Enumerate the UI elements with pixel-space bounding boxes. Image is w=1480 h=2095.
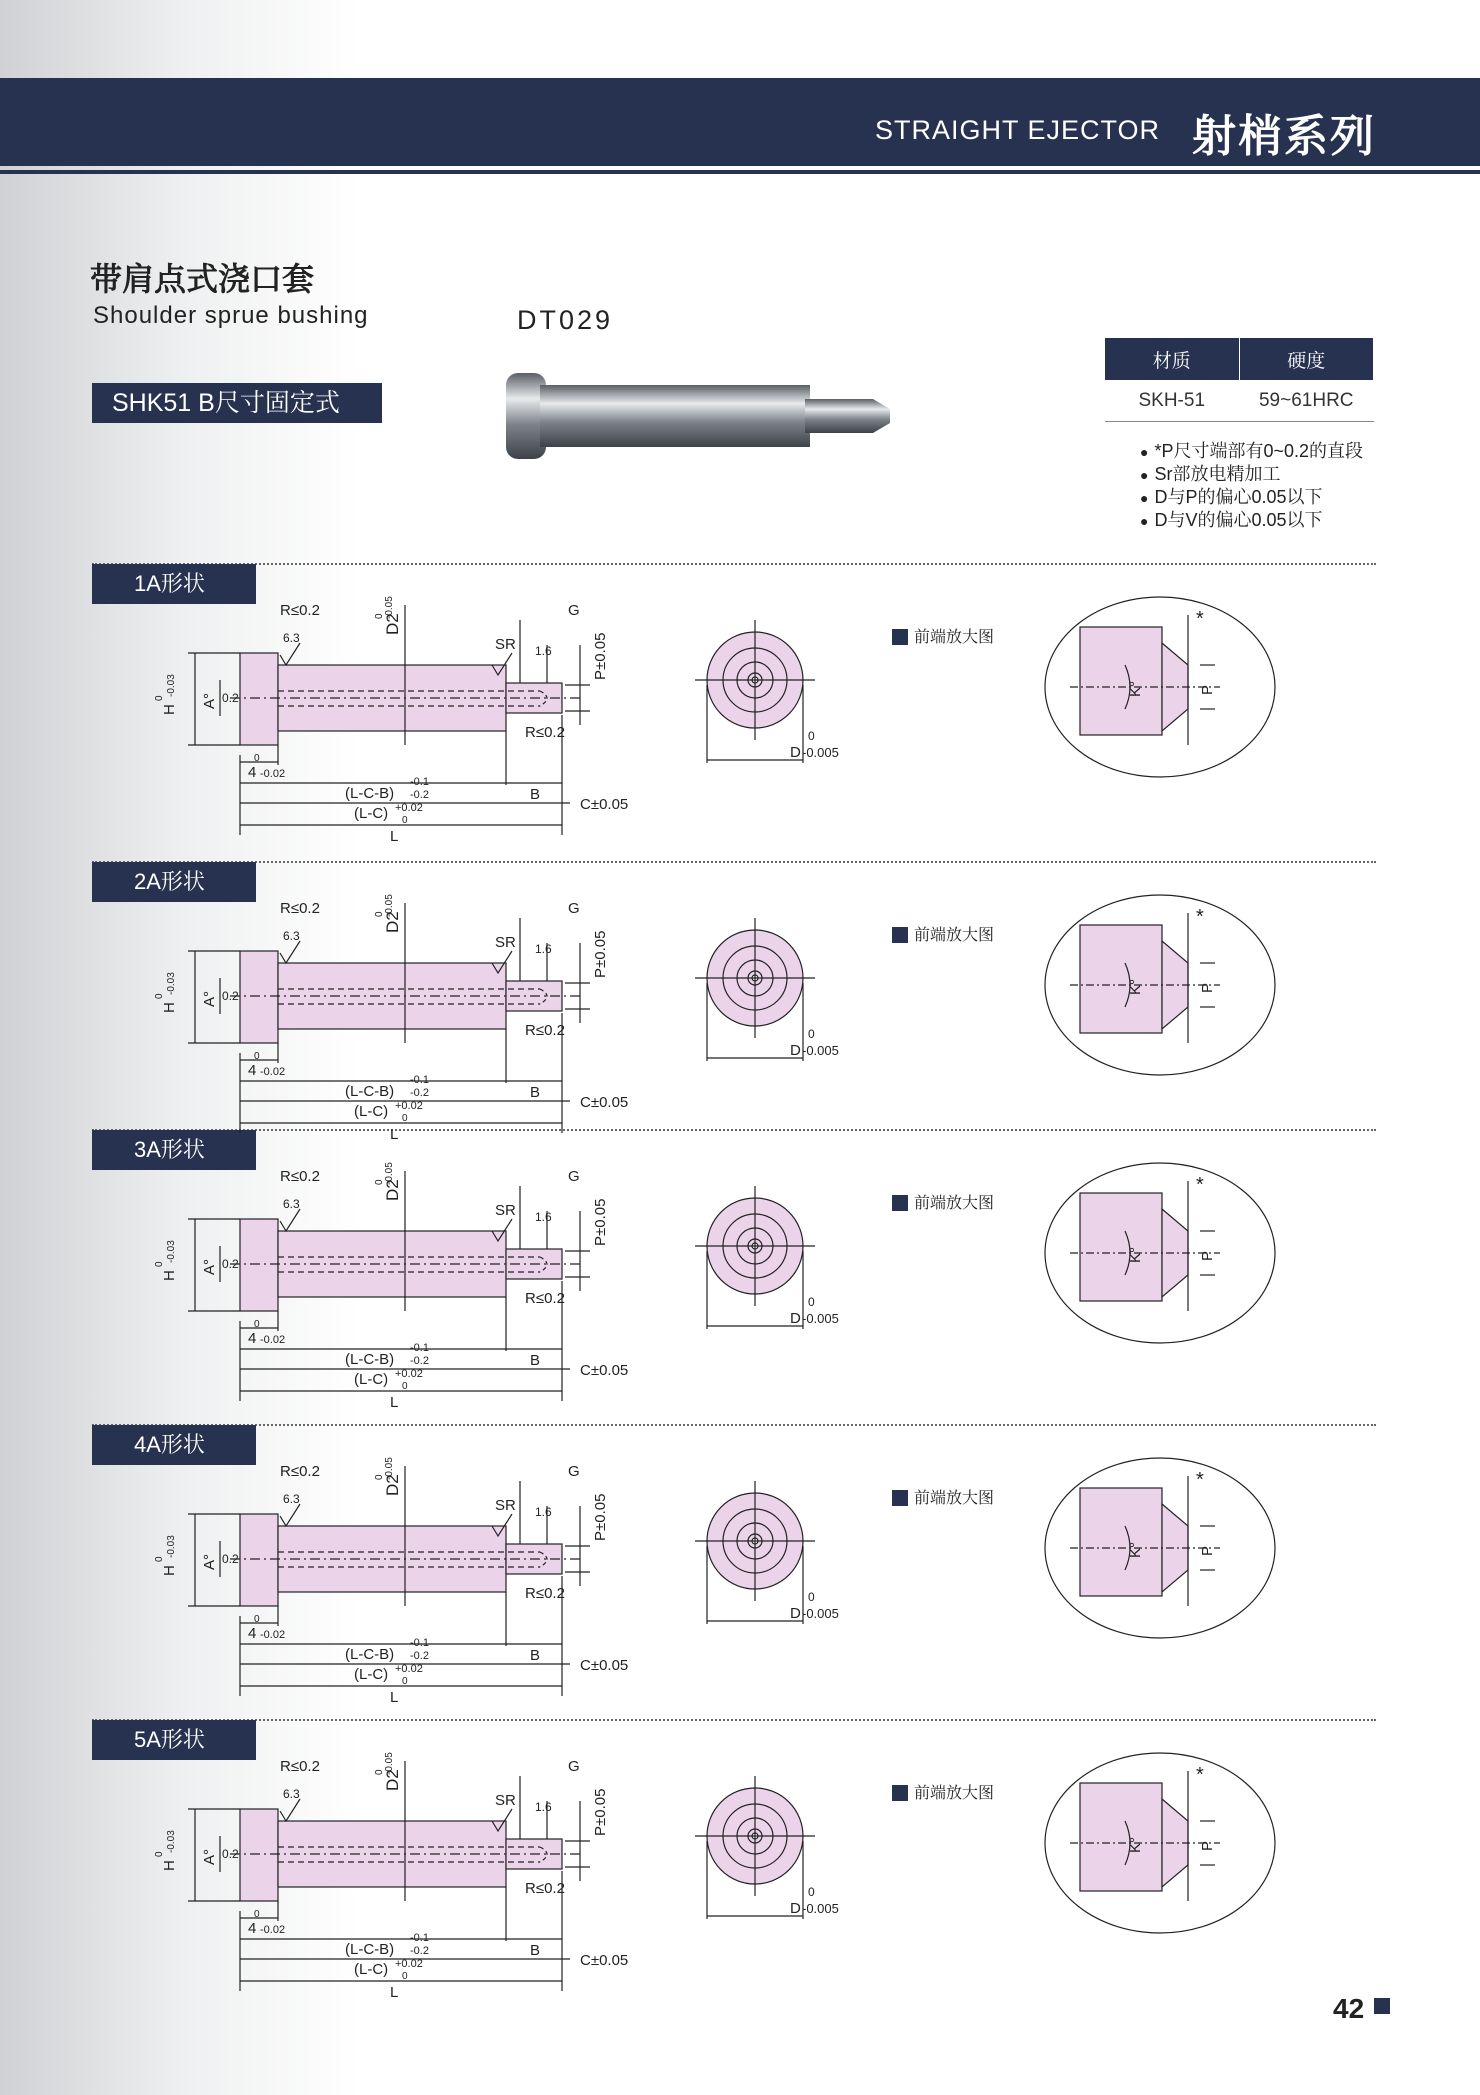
dim-p-tol: P±0.05 [592,930,609,978]
spec-label: SHK51 B尺寸固定式 [92,383,382,423]
dim-4-upper: 0 [254,1051,260,1062]
dim-d2-upper: 0 [374,613,385,619]
dim-h-upper: 0 [154,695,165,701]
dim-4-lower: -0.02 [260,1066,286,1078]
dim-d: D [790,1900,801,1917]
dim-r02-tip: R≤0.2 [525,1022,565,1039]
front-view-dims [790,1590,839,1622]
dim-d-upper: 0 [808,729,815,743]
dim-p: P [1199,1545,1216,1556]
dim-4-upper: 0 [254,1614,260,1625]
product-photo [500,365,900,465]
dim-a: A° [201,692,218,709]
hardness-value: 59~61HRC [1239,381,1374,422]
tip-detail [1045,1163,1275,1343]
section-tab-4a: 4A形状 [92,1425,256,1465]
front-view-dims [790,1295,839,1327]
note-item: ● D与P的偏心0.05以下 [1140,486,1363,509]
dim-rough-63: 6.3 [283,631,300,645]
dim-d2: D2 [383,1474,402,1496]
dim-4: 4 [248,1625,257,1642]
dim-c: C±0.05 [580,1657,629,1674]
dim-h-lower: -0.03 [166,972,177,995]
header-title-en: STRAIGHT EJECTOR [874,115,1160,145]
dim-a-02: 0.2 [222,989,239,1003]
dim-rough-16: 1.6 [535,644,552,658]
dim-d2: D2 [383,613,402,635]
dim-lcb-upper: -0.1 [410,776,429,788]
dim-lc-lower: 0 [402,1971,408,1982]
dim-d2: D2 [383,1179,402,1201]
drawing-1a [140,585,1360,855]
dim-r02-tip: R≤0.2 [525,1290,565,1307]
dim-d2-lower: -0.05 [384,1752,395,1775]
dim-lc-lower: 0 [402,1676,408,1687]
front-view [695,620,815,763]
dim-a-02: 0.2 [222,691,239,705]
dim-d2-lower: -0.05 [384,596,395,619]
dim-lcb: (L-C-B) [345,1941,395,1958]
dim-h-upper: 0 [154,993,165,999]
enlarge-label: 前端放大图 [914,629,995,646]
note-item: ● D与V的偏心0.05以下 [1140,509,1363,532]
dim-l: L [390,1394,399,1411]
dim-d2-upper: 0 [374,911,385,917]
dim-d2-upper: 0 [374,1179,385,1185]
tip-detail [1045,895,1275,1075]
dim-rough-63: 6.3 [283,929,300,943]
dim-rough-16: 1.6 [535,1800,552,1814]
dim-k: K° [1127,978,1144,995]
dim-lcb-upper: -0.1 [410,1074,429,1086]
dim-a-02: 0.2 [222,1257,239,1271]
front-view-dims [790,1885,839,1917]
enlarge-label: 前端放大图 [914,1785,995,1802]
dim-r02: R≤0.2 [280,1168,320,1185]
dim-p: P [1199,684,1216,695]
dim-d2: D2 [383,1769,402,1791]
dim-p-tol: P±0.05 [592,632,609,680]
dim-star: * [1196,608,1204,630]
product-code: DT029 [517,305,614,335]
dim-lc: (L-C) [354,805,389,822]
section-divider [92,1719,1376,1721]
dim-4-upper: 0 [254,1909,260,1920]
dim-d2-lower: -0.05 [384,894,395,917]
section-divider [92,563,1376,565]
dim-a-02: 0.2 [222,1847,239,1861]
page-square-icon [1374,1998,1390,2014]
dim-h-lower: -0.03 [166,1830,177,1853]
enlarge-square-icon [892,629,908,645]
dim-lcb: (L-C-B) [345,785,395,802]
dim-d-lower: -0.005 [802,1311,839,1326]
dim-d-lower: -0.005 [802,1606,839,1621]
note-item: ● *P尺寸端部有0~0.2的直段 [1140,440,1363,463]
tip-detail [1045,597,1275,777]
dim-p: P [1199,1250,1216,1261]
dim-h: H [161,704,178,715]
dim-p-tol: P±0.05 [592,1198,609,1246]
dim-r02-tip: R≤0.2 [525,1880,565,1897]
dim-sr: SR [495,1792,516,1809]
drawing-2a [140,883,1360,1153]
dim-lc-upper: +0.02 [395,802,423,814]
dim-lc-upper: +0.02 [395,1958,423,1970]
dim-lc-lower: 0 [402,815,408,826]
dim-rough-16: 1.6 [535,1210,552,1224]
dim-b: B [530,786,541,803]
dim-lcb-lower: -0.2 [410,1945,429,1957]
dim-4-lower: -0.02 [260,1629,286,1641]
dim-c: C±0.05 [580,1362,629,1379]
dim-lc-upper: +0.02 [395,1368,423,1380]
dim-g: G [568,1758,580,1775]
dim-4-upper: 0 [254,1319,260,1330]
dim-c: C±0.05 [580,796,629,813]
dim-lc-lower: 0 [402,1381,408,1392]
dim-rough-63: 6.3 [283,1197,300,1211]
dim-4: 4 [248,1062,257,1079]
dim-b: B [530,1084,541,1101]
dim-a: A° [201,1258,218,1275]
dim-r02-tip: R≤0.2 [525,724,565,741]
dim-g: G [568,900,580,917]
dim-k: K° [1127,1246,1144,1263]
enlarge-square-icon [892,927,908,943]
material-table [1104,337,1374,422]
enlarge-square-icon [892,1195,908,1211]
dim-g: G [568,1463,580,1480]
front-view-dims [790,1027,839,1059]
dim-star: * [1196,1469,1204,1491]
dim-lc: (L-C) [354,1371,389,1388]
dim-h-upper: 0 [154,1556,165,1562]
dim-lcb-lower: -0.2 [410,1650,429,1662]
front-view [695,1481,815,1624]
tip-detail [1045,1753,1275,1933]
dim-4-lower: -0.02 [260,768,286,780]
drawing-5a [140,1741,1360,2011]
dim-sr: SR [495,934,516,951]
dim-d-lower: -0.005 [802,745,839,760]
dim-4: 4 [248,1330,257,1347]
dim-k: K° [1127,1541,1144,1558]
dim-lcb-upper: -0.1 [410,1637,429,1649]
dim-d-lower: -0.005 [802,1043,839,1058]
dim-rough-63: 6.3 [283,1492,300,1506]
dim-d2-lower: -0.05 [384,1457,395,1480]
dim-l: L [390,1126,399,1143]
dim-4: 4 [248,764,257,781]
front-view [695,1186,815,1329]
tip-detail [1045,1458,1275,1638]
dim-r02-tip: R≤0.2 [525,1585,565,1602]
dim-p: P [1199,1840,1216,1851]
enlarge-label-group [892,1784,994,1802]
dim-h: H [161,1565,178,1576]
enlarge-square-icon [892,1490,908,1506]
dim-r02: R≤0.2 [280,1758,320,1775]
dim-d2-upper: 0 [374,1769,385,1775]
dim-d-lower: -0.005 [802,1901,839,1916]
dim-h: H [161,1002,178,1013]
notes-list [1140,440,1363,532]
dim-b: B [530,1942,541,1959]
dim-lc: (L-C) [354,1961,389,1978]
dim-k: K° [1127,680,1144,697]
dim-lcb-upper: -0.1 [410,1342,429,1354]
dim-d-upper: 0 [808,1295,815,1309]
dim-lcb: (L-C-B) [345,1351,395,1368]
dim-l: L [390,828,399,845]
dim-sr: SR [495,636,516,653]
dim-h-lower: -0.03 [166,674,177,697]
section-tab-5a: 5A形状 [92,1720,256,1760]
dim-4: 4 [248,1920,257,1937]
dim-d: D [790,1310,801,1327]
dim-lc-lower: 0 [402,1113,408,1124]
dim-g: G [568,1168,580,1185]
dim-a: A° [201,1848,218,1865]
dim-rough-63: 6.3 [283,1787,300,1801]
dim-r02: R≤0.2 [280,1463,320,1480]
dim-star: * [1196,906,1204,928]
product-title-cn: 带肩点式浇口套 [90,261,315,297]
dim-lc-upper: +0.02 [395,1663,423,1675]
dim-c: C±0.05 [580,1094,629,1111]
hardness-header: 硬度 [1239,338,1374,381]
dim-lcb-upper: -0.1 [410,1932,429,1944]
dim-p: P [1199,982,1216,993]
dim-star: * [1196,1174,1204,1196]
header-divider [0,170,1480,174]
dim-lcb-lower: -0.2 [410,789,429,801]
dim-d-upper: 0 [808,1027,815,1041]
enlarge-label-group [892,1194,994,1212]
dim-lcb: (L-C-B) [345,1083,395,1100]
material-value: SKH-51 [1105,381,1240,422]
front-view-dims [790,729,839,761]
note-item: ● Sr部放电精加工 [1140,463,1363,486]
drawing-3a [140,1151,1360,1421]
front-view [695,918,815,1061]
section-tab-1a: 1A形状 [92,564,256,604]
dim-4-lower: -0.02 [260,1924,286,1936]
dim-r02: R≤0.2 [280,602,320,619]
dim-sr: SR [495,1202,516,1219]
dim-l: L [390,1689,399,1706]
enlarge-label: 前端放大图 [914,1195,995,1212]
dim-p-tol: P±0.05 [592,1788,609,1836]
dim-h-lower: -0.03 [166,1535,177,1558]
drawing-4a [140,1446,1360,1716]
dim-r02: R≤0.2 [280,900,320,917]
dim-4-upper: 0 [254,753,260,764]
dim-d-upper: 0 [808,1885,815,1899]
dim-l: L [390,1984,399,2001]
dim-a-02: 0.2 [222,1552,239,1566]
dim-sr: SR [495,1497,516,1514]
dim-lcb-lower: -0.2 [410,1087,429,1099]
dim-b: B [530,1352,541,1369]
dim-d: D [790,1042,801,1059]
section-tab-3a: 3A形状 [92,1130,256,1170]
dim-a: A° [201,990,218,1007]
dim-lc: (L-C) [354,1103,389,1120]
dim-lcb-lower: -0.2 [410,1355,429,1367]
dim-c: C±0.05 [580,1952,629,1969]
dim-lc-upper: +0.02 [395,1100,423,1112]
dim-4-lower: -0.02 [260,1334,286,1346]
dim-g: G [568,602,580,619]
dim-rough-16: 1.6 [535,1505,552,1519]
section-divider [92,1424,1376,1426]
section-tab-2a: 2A形状 [92,862,256,902]
header-title-cn: 射梢系列 [1192,112,1376,161]
dim-h-upper: 0 [154,1261,165,1267]
front-view [695,1776,815,1919]
dim-k: K° [1127,1836,1144,1853]
dim-rough-16: 1.6 [535,942,552,956]
dim-d2: D2 [383,911,402,933]
enlarge-label: 前端放大图 [914,927,995,944]
dim-d2-upper: 0 [374,1474,385,1480]
enlarge-label: 前端放大图 [914,1490,995,1507]
dim-a: A° [201,1553,218,1570]
dim-d: D [790,1605,801,1622]
dim-lc: (L-C) [354,1666,389,1683]
dim-star: * [1196,1764,1204,1786]
enlarge-label-group [892,926,994,944]
dim-h-upper: 0 [154,1851,165,1857]
enlarge-label-group [892,628,994,646]
product-title-en: Shoulder sprue bushing [93,302,369,329]
dim-b: B [530,1647,541,1664]
dim-d-upper: 0 [808,1590,815,1604]
dim-p-tol: P±0.05 [592,1493,609,1541]
dim-d2-lower: -0.05 [384,1162,395,1185]
enlarge-square-icon [892,1785,908,1801]
section-divider [92,861,1376,863]
enlarge-label-group [892,1489,994,1507]
dim-lcb: (L-C-B) [345,1646,395,1663]
dim-h: H [161,1270,178,1281]
dim-h: H [161,1860,178,1871]
dim-d: D [790,744,801,761]
dim-h-lower: -0.03 [166,1240,177,1263]
material-header: 材质 [1105,338,1240,381]
page-number: 42 [1333,1993,1365,2024]
